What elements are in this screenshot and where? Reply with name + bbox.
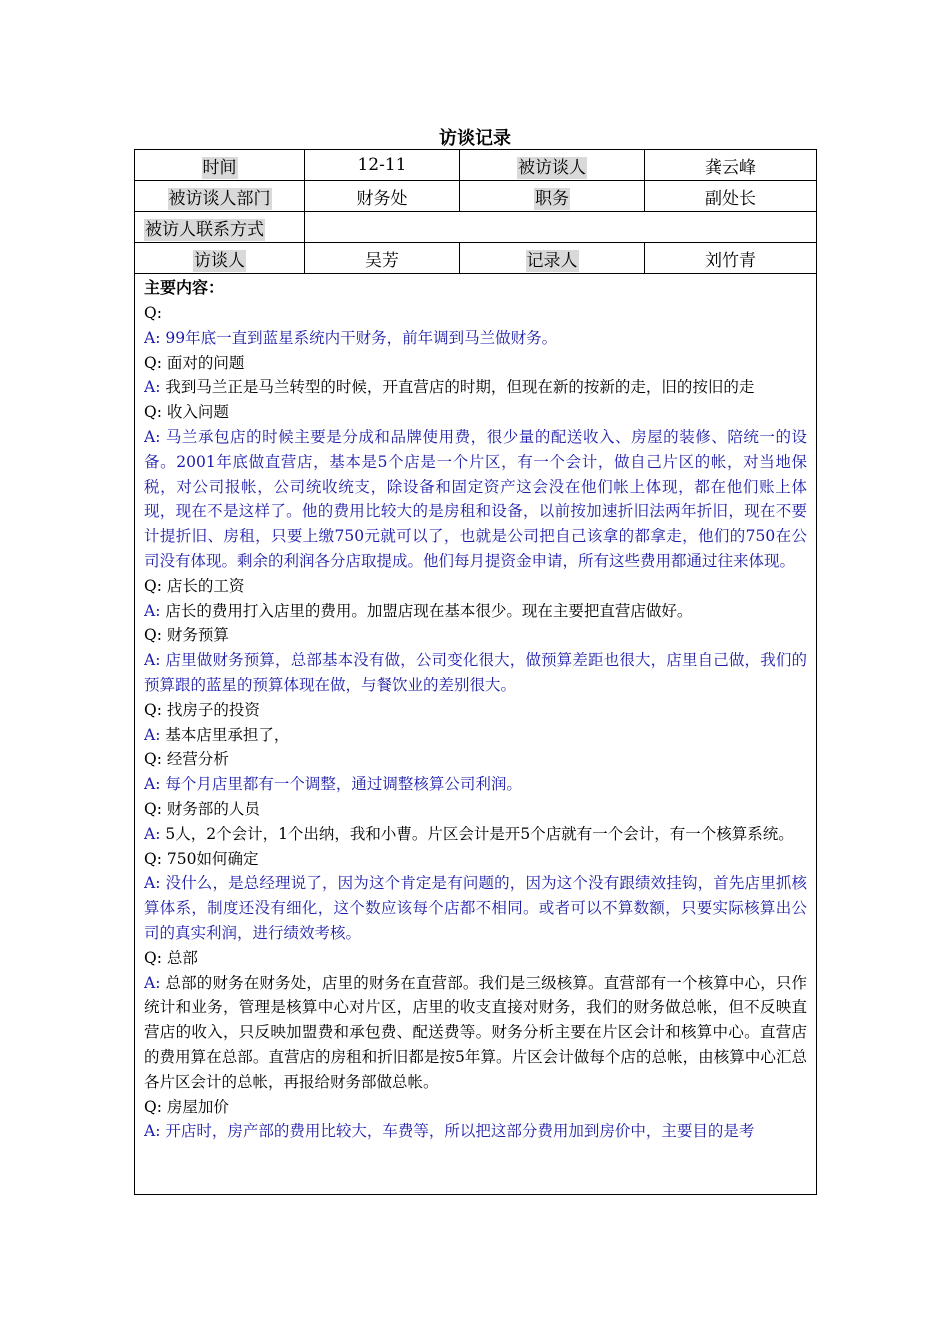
question-line: Q: 面对的问题 [144,353,245,372]
position-value: 副处长 [645,181,817,212]
answer-line: A: 没什么，是总经理说了，因为这个肯定是有问题的，因为这个没有跟绩效挂钩，首先店里抓核算体系，制度还没有细化，这个数应该每个店都不相同。或者可以不算数额，只要实际核算出公司的真实利润，进行绩效考核。 [144,874,807,942]
answer-text: 店里做财务预算，总部基本没有做，公司变化很大，做预算差距也很大，店里自己做，我们的预算跟的蓝星的预算体现在做，与餐饮业的差别很大。 [144,651,807,694]
time-label-cell [135,150,305,181]
interviewer-label: 访谈人 [194,250,245,271]
answer-line: A: 店长的费用打入店里的费用。加盟店现在基本很少。现在主要把直营店做好。 [144,601,693,620]
time-value: 12-11 [305,150,460,181]
answer-text: 基本店里承担了， [165,725,290,744]
recorder-label-cell [460,243,645,274]
table-row [135,181,817,212]
question-line: Q: 店长的工资 [144,576,245,595]
question-line: Q: 总部 [144,948,198,967]
main-content-cell [135,274,817,1195]
answer-line: A: 每个月店里都有一个调整，通过调整核算公司利润。 [144,775,522,794]
interviewee-value: 龚云峰 [645,150,817,181]
time-label: 时间 [202,157,237,178]
question-line: Q: 750如何确定 [144,849,259,868]
answer-line: A: 马兰承包店的时候主要是分成和品牌使用费，很少量的配送收入、房屋的装修、陪统一的设备。2001年底做直营店，基本是5个店是一个片区，有一个会计，做自己片区的帐，对当地保税，对公司报帐，公司统收统支，除设备和固定资产这会没在他们帐上体现，都在他们账上体现，现在不是这样了。他的费用比较大的是房租和设备，以前按加速折旧法两年折旧，现在不要计提折旧、房租，只要上缴750元就可以了，也就是公司把自己该拿的都拿走，他们的750在公司没有体现。剩余的利润各分店取提成。他们每月提资金申请，所有这些费用都通过往来体现。 [144,427,807,570]
answer-text: 开店时，房产部的费用比较大，车费等，所以把这部分费用加到房价中，主要目的是考 [165,1122,755,1141]
answer-text: 店长的费用打入店里的费用。加盟店现在基本很少。现在主要把直营店做好。 [165,601,693,620]
table-row [135,274,817,1195]
answer-text: 总部的财务在财务处，店里的财务在直营部。我们是三级核算。直营部有一个核算中心，只作统计和业务，管理是核算中心对片区，店里的收支直接对财务，我们的财务做总帐，但不反映直营店的收入，只反映加盟费和承包费、配送费等。财务分析主要在片区会计和核算中心。直营店的费用算在总部。直营店的房租和折旧都是按5年算。片区会计做每个店的总帐，由核算中心汇总各片区会计的总帐，再报给财务部做总帐。 [144,973,807,1091]
table-row [135,212,817,243]
main-content-label: 主要内容： [144,278,225,297]
answer-text: 没什么，是总经理说了，因为这个肯定是有问题的，因为这个没有跟绩效挂钩，首先店里抓核算体系，制度还没有细化，这个数应该每个店都不相同。或者可以不算数额，只要实际核算出公司的真实利润，进行绩效考核。 [144,874,807,942]
question-line: Q: 找房子的投资 [144,700,260,719]
table-row [135,150,817,181]
answer-line: A: 总部的财务在财务处，店里的财务在直营部。我们是三级核算。直营部有一个核算中心，只作统计和业务，管理是核算中心对片区，店里的收支直接对财务，我们的财务做总帐，但不反映直营店的收入，只反映加盟费和承包费、配送费等。财务分析主要在片区会计和核算中心。直营店的费用算在总部。直营店的房租和折旧都是按5年算。片区会计做每个店的总帐，由核算中心汇总各片区会计的总帐，再报给财务部做总帐。 [144,973,807,1091]
answer-line: A: 我到马兰正是马兰转型的时候，开直营店的时期，但现在新的按新的走，旧的按旧的走 [144,378,755,397]
contact-value [305,212,817,243]
answer-line: A: 基本店里承担了， [144,725,290,744]
recorder-label: 记录人 [526,250,578,271]
contact-label-cell [135,212,305,243]
question-line: Q: [144,304,162,322]
answer-line: A: 99年底一直到蓝星系统内干财务，前年调到马兰做财务。 [144,328,558,347]
main-content [144,277,807,1191]
document-title: 访谈记录 [439,128,511,149]
answer-line: A: 店里做财务预算，总部基本没有做，公司变化很大，做预算差距也很大，店里自己做，我们的预算跟的蓝星的预算体现在做，与餐饮业的差别很大。 [144,651,807,694]
position-label-cell [460,181,645,212]
answer-text: 5人，2个会计，1个出纳，我和小曹。片区会计是开5个店就有一个会计，有一个核算系统。 [165,824,794,843]
contact-label: 被访人联系方式 [145,219,264,240]
question-line: Q: 房屋加价 [144,1097,229,1116]
table-row [135,243,817,274]
answer-line: A: 5人，2个会计，1个出纳，我和小曹。片区会计是开5个店就有一个会计，有一个核算系统。 [144,824,794,843]
interviewee-label: 被访谈人 [518,157,586,178]
answer-text: 每个月店里都有一个调整，通过调整核算公司利润。 [165,775,522,794]
interview-record-table [134,149,817,1195]
answer-text: 99年底一直到蓝星系统内干财务，前年调到马兰做财务。 [165,328,558,347]
dept-value: 财务处 [305,181,460,212]
dept-label-cell [135,181,305,212]
answer-line: A: 开店时，房产部的费用比较大，车费等，所以把这部分费用加到房价中，主要目的是考 [144,1122,755,1141]
answer-text: 马兰承包店的时候主要是分成和品牌使用费，很少量的配送收入、房屋的装修、陪统一的设备。2001年底做直营店，基本是5个店是一个片区，有一个会计，做自己片区的帐，对当地保税，对公司报帐，公司统收统支，除设备和固定资产这会没在他们帐上体现，都在他们账上体现，现在不是这样了。他的费用比较大的是房租和设备，以前按加速折旧法两年折旧，现在不要计提折旧、房租，只要上缴750元就可以了，也就是公司把自己该拿的都拿走，他们的750在公司没有体现。剩余的利润各分店取提成。他们每月提资金申请，所有这些费用都通过往来体现。 [144,427,807,570]
question-line: Q: 财务部的人员 [144,799,260,818]
interviewer-value: 吴芳 [305,243,460,274]
question-line: Q: 经营分析 [144,750,229,769]
position-label: 职务 [535,188,569,209]
question-line: Q: 收入问题 [144,403,229,422]
question-line: Q: 财务预算 [144,626,229,645]
answer-text: 我到马兰正是马兰转型的时候，开直营店的时期，但现在新的按新的走，旧的按旧的走 [165,378,755,397]
recorder-value: 刘竹青 [645,243,817,274]
dept-label: 被访谈人部门 [168,188,271,209]
interviewee-label-cell [460,150,645,181]
interviewer-label-cell [135,243,305,274]
